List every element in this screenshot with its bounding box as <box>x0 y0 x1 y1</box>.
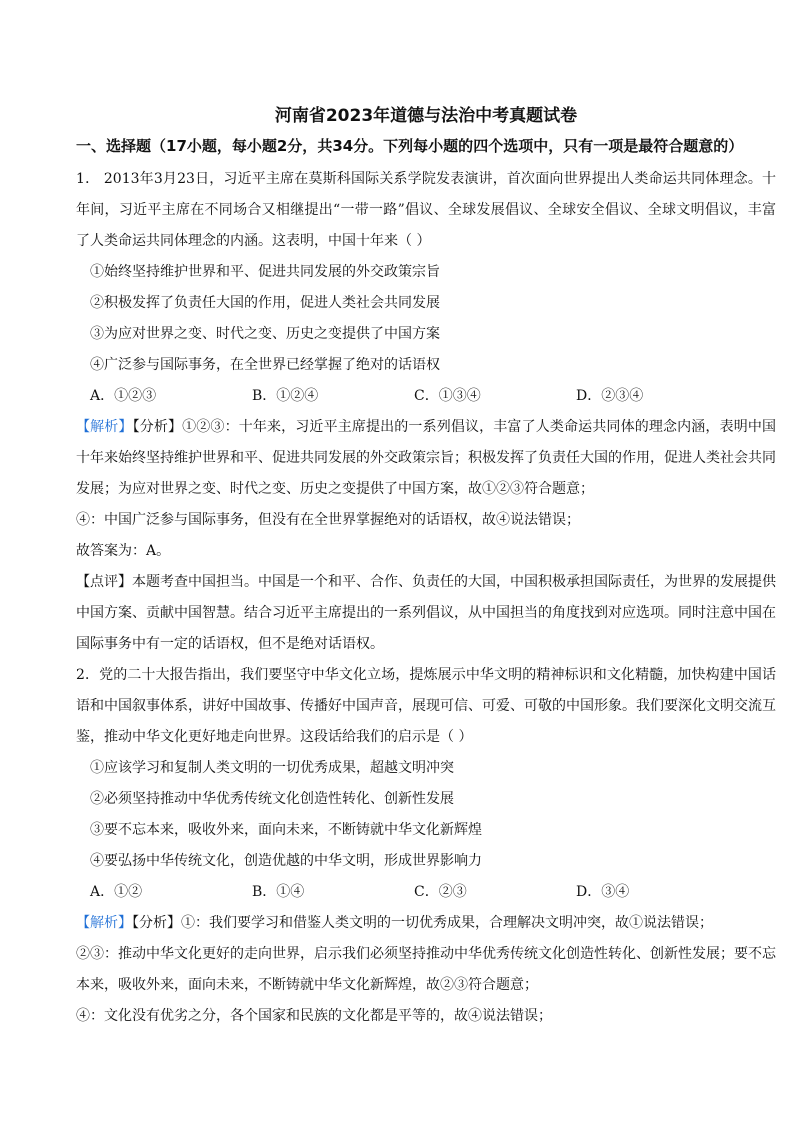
question-1-analysis-2: ④：中国广泛参与国际事务，但没有在全世界掌握绝对的话语权，故④说法错误； <box>76 512 580 528</box>
question-1-option: ③为应对世界之变、时代之变、历史之变提供了中国方案 <box>90 326 440 342</box>
analysis-text: 【分析】①：我们要学习和借鉴人类文明的一切优秀成果，合理解决文明冲突，故①说法错误； <box>132 915 713 931</box>
question-1-option: ④广泛参与国际事务，在全世界已经掌握了绝对的话语权 <box>90 357 440 373</box>
analysis-tag: 【解析】 <box>76 419 133 435</box>
question-2-analysis-2: ②③：推动中华文化更好的走向世界，启示我们必须坚持推动中华优秀传统文化创造性转化、创新性发展；要不忘本来，吸收外来，面向未来，不断铸就中华文化新辉煌，故②③符合题意； <box>76 946 776 993</box>
question-2-option: ③要不忘本来，吸收外来，面向未来，不断铸就中华文化新辉煌 <box>90 822 482 838</box>
choice-d: D．③④ <box>576 884 630 900</box>
question-1 <box>76 164 776 660</box>
choice-d: D．②③④ <box>576 388 644 404</box>
document-page <box>76 104 776 1032</box>
question-2-analysis <box>76 908 776 939</box>
question-1-analysis <box>76 412 776 505</box>
question-2-analysis-3: ④：文化没有优劣之分，各个国家和民族的文化都是平等的，故④说法错误； <box>76 1008 552 1024</box>
analysis-text: 【分析】①②③：十年来，习近平主席提出的一系列倡议，丰富了人类命运共同体的理念内涵，表明中国十年来始终坚持维护世界和平、促进共同发展的外交政策宗旨；积极发挥了负责任大国的作用，促进人类社会共同发展；为应对世界之变、时代之变、历史之变提供了中国方案，故①②③符合题意； <box>76 419 777 497</box>
choice-b: B．①②④ <box>252 388 319 404</box>
question-1-option: ①始终坚持维护世界和平、促进共同发展的外交政策宗旨 <box>90 264 440 280</box>
question-1-option: ②积极发挥了负责任大国的作用，促进人类社会共同发展 <box>90 295 440 311</box>
question-1-answer: 故答案为：A。 <box>76 543 171 559</box>
choice-a: A．①②③ <box>90 388 157 404</box>
choice-c: C．②③ <box>414 884 467 900</box>
analysis-tag: 【解析】 <box>76 915 132 931</box>
choice-a: A．①② <box>90 884 143 900</box>
question-2-option: ②必须坚持推动中华优秀传统文化创造性转化、创新性发展 <box>90 791 454 807</box>
question-1-choices <box>76 381 776 412</box>
question-2-stem: 2．党的二十大报告指出，我们要坚守中华文化立场，提炼展示中华文明的精神标识和文化精髓，加快构建中国话语和中国叙事体系，讲好中国故事、传播好中国声音，展现可信、可爱、可敬的中国形象。我们要深化文明交流互鉴，推动中华文化更好地走向世界。这段话给我们的启示是（ ） <box>76 667 776 745</box>
question-2-option: ①应该学习和复制人类文明的一切优秀成果，超越文明冲突 <box>90 760 454 776</box>
choice-c: C．①③④ <box>414 388 481 404</box>
question-1-comment: 【点评】本题考查中国担当。中国是一个和平、合作、负责任的大国，中国积极承担国际责任，为世界的发展提供中国方案、贡献中国智慧。结合习近平主席提出的一系列倡议，从中国担当的角度找到对应选项。同时注意中国在国际事务中有一定的话语权，但不是绝对话语权。 <box>76 574 776 652</box>
choice-b: B．①④ <box>252 884 305 900</box>
question-2-option: ④要弘扬中华传统文化，创造优越的中华文明，形成世界影响力 <box>90 853 482 869</box>
page-title: 河南省2023年道德与法治中考真题试卷 <box>274 106 578 126</box>
question-1-stem: 1． 2013年3月23日，习近平主席在莫斯科国际关系学院发表演讲，首次面向世界提出人类命运共同体理念。十年间，习近平主席在不同场合又相继提出“一带一路”倡议、全球发展倡议、全球安全倡议、全球文明倡议，丰富了人类命运共同体理念的内涵。这表明，中国十年来（ ） <box>76 171 776 249</box>
section-heading: 一、选择题（17小题，每小题2分，共34分。下列每小题的四个选项中，只有一项是最符合题意的） <box>76 137 744 155</box>
question-2-choices <box>76 877 776 908</box>
question-2 <box>76 660 776 1032</box>
